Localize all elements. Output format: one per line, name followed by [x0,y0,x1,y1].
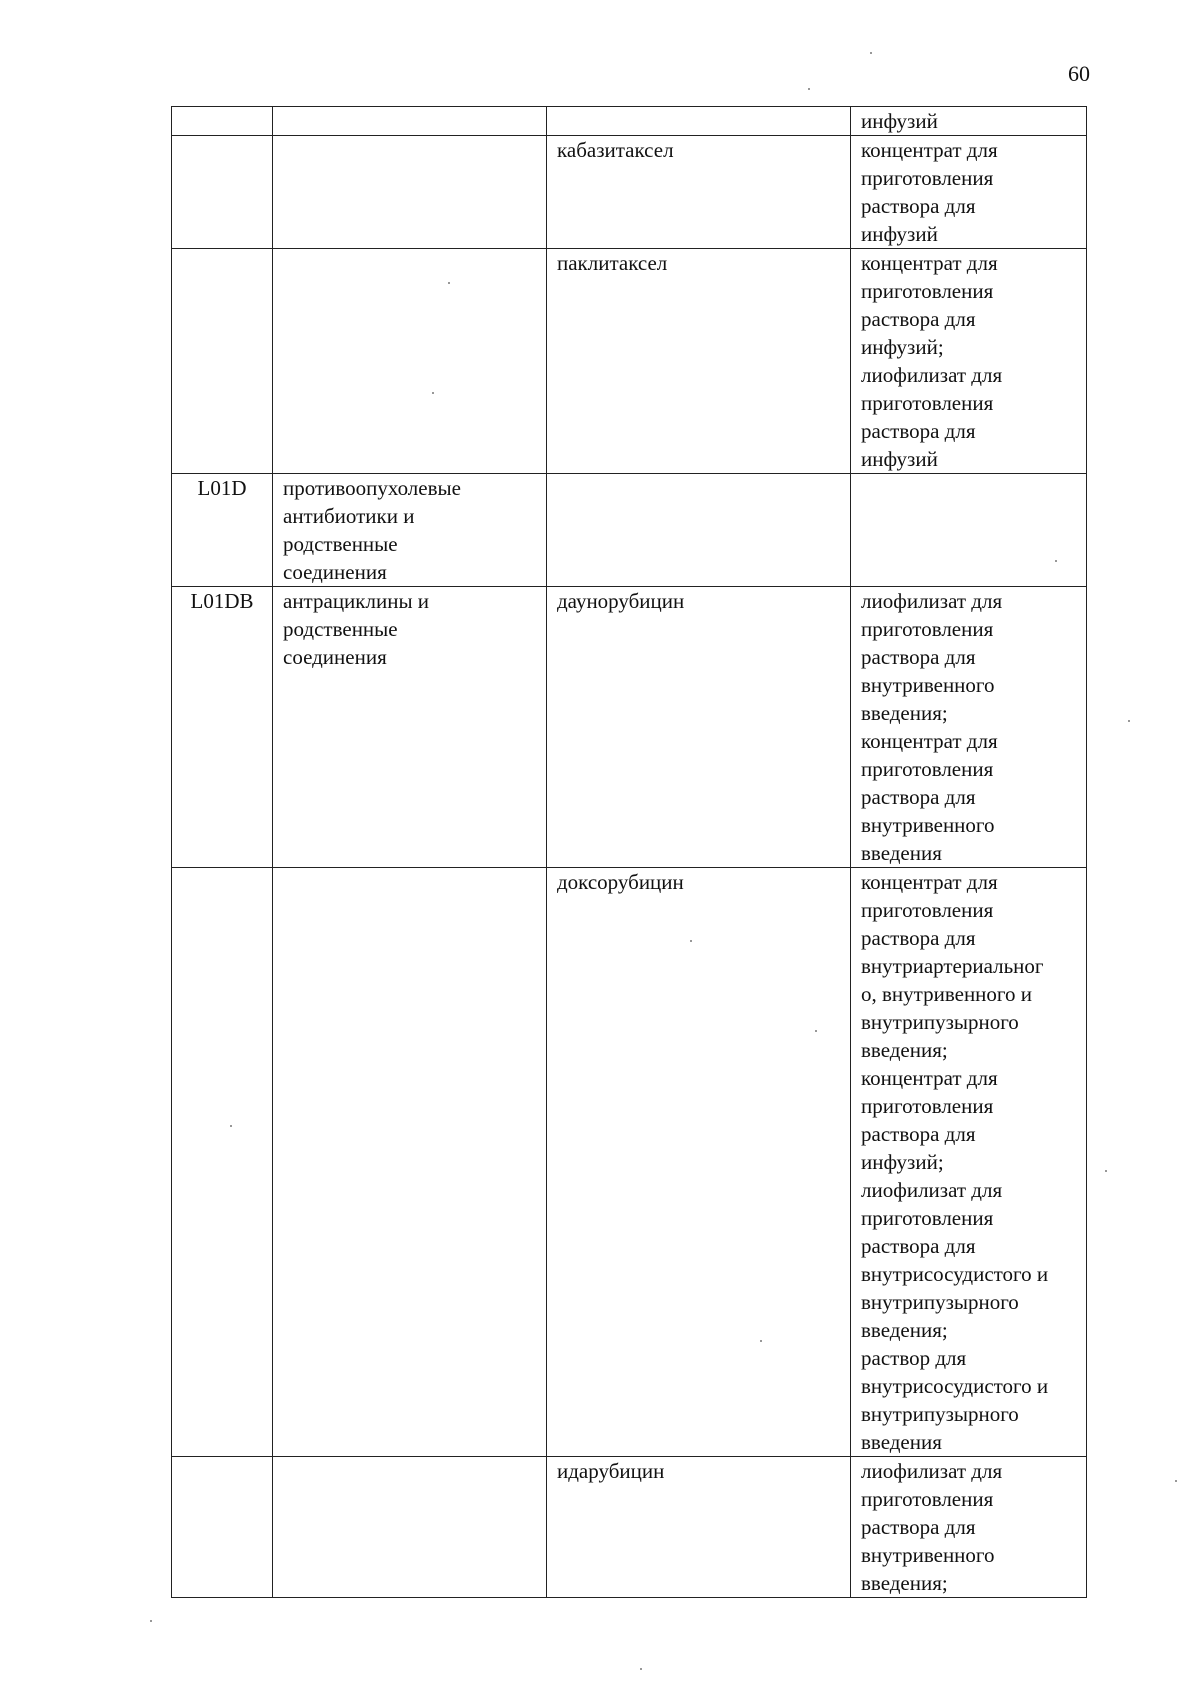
group-name-cell [273,868,547,1457]
table-row [172,1457,1087,1598]
group-name-line: соединения [283,560,387,584]
dosage-forms-line: раствора для [861,1122,976,1146]
dosage-forms-line: внутрипузырного [861,1402,1019,1426]
dosage-forms-line: внутривенного [861,813,995,837]
drug-name-cell [547,587,851,868]
dosage-forms-line: приготовления [861,898,994,922]
atc-code-cell [172,1457,273,1598]
page-number: 60 [1068,61,1090,86]
scan-speck [1055,560,1057,562]
table-row [172,587,1087,868]
dosage-forms-line: о, внутривенного и [861,982,1032,1006]
dosage-forms-cell [851,1457,1087,1598]
dosage-forms-cell [851,249,1087,474]
dosage-forms-line: инфузий; [861,335,944,359]
drug-name-cell [547,1457,851,1598]
group-name-line: родственные [283,532,398,556]
group-name-line: антрациклины и [283,589,430,613]
group-name-line: антибиотики и [283,504,415,528]
dosage-forms-line: приготовления [861,1206,994,1230]
dosage-forms-line: внутривенного [861,1543,995,1567]
drug-table-body [172,107,1087,1598]
group-name-line: родственные [283,617,398,641]
drug-name-cell [547,249,851,474]
dosage-forms-cell [851,587,1087,868]
dosage-forms-cell [851,136,1087,249]
scan-speck [1105,1170,1107,1172]
dosage-forms-line: лиофилизат для [861,589,1003,613]
scan-speck [760,1340,762,1342]
dosage-forms-line: раствора для [861,1234,976,1258]
scan-speck [1128,720,1130,722]
dosage-forms-line: приготовления [861,166,994,190]
table-row [172,249,1087,474]
table-row [172,868,1087,1457]
dosage-forms-line: введения [861,841,942,865]
drug-name-cell [547,868,851,1457]
drug-table [171,106,1087,1598]
dosage-forms-line: приготовления [861,391,994,415]
dosage-forms-line: инфузий; [861,1150,944,1174]
drug-name-text: доксорубицин [557,870,684,894]
dosage-forms-line: инфузий [861,447,938,471]
dosage-forms-line: внутривенного [861,673,995,697]
drug-name-cell [547,107,851,136]
dosage-forms-line: инфузий [861,222,938,246]
dosage-forms-line: внутрипузырного [861,1290,1019,1314]
dosage-forms-line: концентрат для [861,138,998,162]
dosage-forms-line: раствора для [861,926,976,950]
table-row [172,474,1087,587]
drug-name-text: даунорубицин [557,589,685,613]
drug-name-cell [547,136,851,249]
dosage-forms-line: концентрат для [861,870,998,894]
group-name-cell [273,474,547,587]
group-name-cell [273,136,547,249]
scan-speck [432,392,434,394]
scan-speck [808,88,810,90]
drug-name-cell [547,474,851,587]
dosage-forms-line: приготовления [861,1487,994,1511]
drug-name-text: паклитаксел [557,251,668,275]
dosage-forms-line: приготовления [861,1094,994,1118]
dosage-forms-line: приготовления [861,617,994,641]
scan-speck [1175,1480,1177,1482]
dosage-forms-cell [851,474,1087,587]
dosage-forms-line: лиофилизат для [861,363,1003,387]
scan-speck [815,1030,817,1032]
dosage-forms-line: лиофилизат для [861,1178,1003,1202]
scan-speck [870,52,872,54]
group-name-cell [273,249,547,474]
drug-name-text: кабазитаксел [557,138,674,162]
dosage-forms-line: введения; [861,1038,948,1062]
table-row [172,136,1087,249]
atc-code-cell [172,587,273,868]
dosage-forms-line: внутрисосудистого и [861,1374,1049,1398]
dosage-forms-cell [851,868,1087,1457]
dosage-forms-line: концентрат для [861,1066,998,1090]
dosage-forms-line: раствора для [861,1515,976,1539]
dosage-forms-line: введения; [861,1571,948,1595]
dosage-forms-line: внутрисосудистого и [861,1262,1049,1286]
dosage-forms-line: раствора для [861,194,976,218]
drug-name-text: идарубицин [557,1459,665,1483]
scan-speck [230,1125,232,1127]
atc-code-text: L01DB [190,589,254,613]
atc-code-cell [172,136,273,249]
dosage-forms-line: введения; [861,1318,948,1342]
scan-speck [150,1620,152,1622]
group-name-cell [273,1457,547,1598]
dosage-forms-line: введения; [861,701,948,725]
atc-code-cell [172,249,273,474]
dosage-forms-line: раствора для [861,307,976,331]
dosage-forms-line: лиофилизат для [861,1459,1003,1483]
group-name-cell [273,107,547,136]
dosage-forms-line: внутриартериальног [861,954,1044,978]
dosage-forms-line: раствора для [861,645,976,669]
atc-code-text: L01D [197,476,247,500]
atc-code-cell [172,107,273,136]
scan-speck [640,1668,642,1670]
dosage-forms-line: раствор для [861,1346,967,1370]
atc-code-cell [172,868,273,1457]
dosage-forms-cell [851,107,1087,136]
group-name-line: соединения [283,645,387,669]
dosage-forms-line: инфузий [861,109,938,133]
group-name-line: противоопухолевые [283,476,461,500]
dosage-forms-line: раствора для [861,419,976,443]
scan-speck [448,282,450,284]
atc-code-cell [172,474,273,587]
scan-speck [690,940,692,942]
dosage-forms-line: введения [861,1430,942,1454]
dosage-forms-line: приготовления [861,279,994,303]
dosage-forms-line: раствора для [861,785,976,809]
table-row [172,107,1087,136]
dosage-forms-line: концентрат для [861,729,998,753]
dosage-forms-line: внутрипузырного [861,1010,1019,1034]
dosage-forms-line: приготовления [861,757,994,781]
dosage-forms-line: концентрат для [861,251,998,275]
group-name-cell [273,587,547,868]
